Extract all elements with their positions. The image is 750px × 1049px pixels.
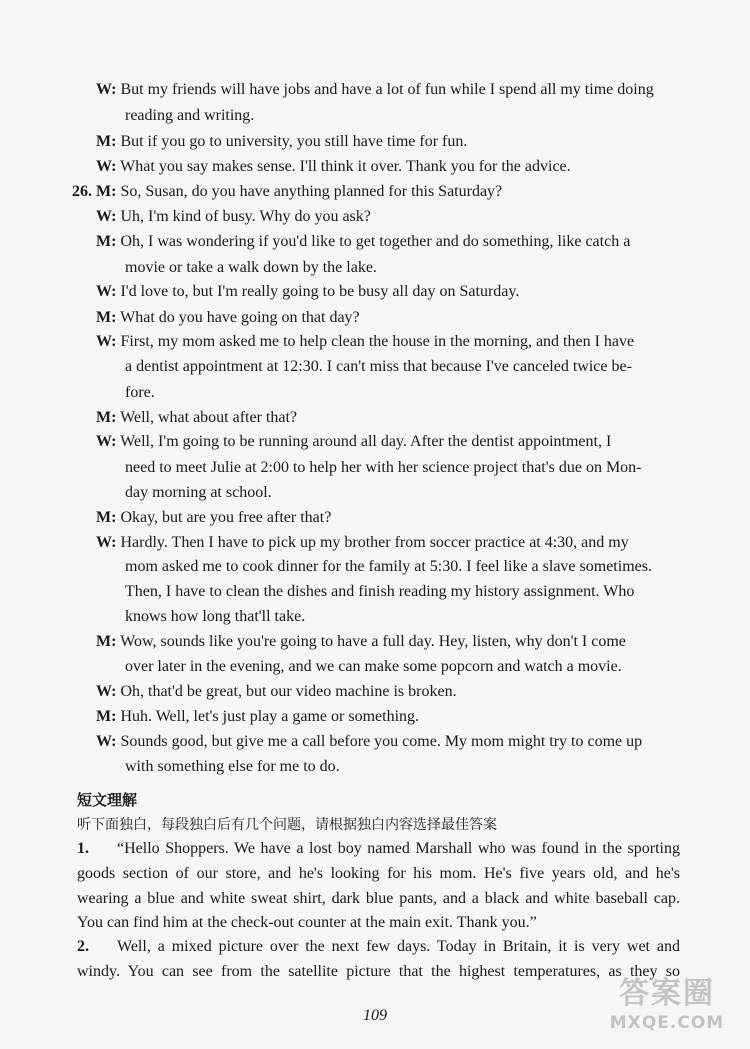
dialogue-text: First, my mom asked me to help clean the house in the morning, and then I have [120, 333, 635, 350]
dialogue-text: a dentist appointment at 12:30. I can't miss that because I've canceled twice be- [125, 358, 632, 375]
speaker-label: M: [96, 409, 117, 426]
speaker-label: W: [96, 333, 117, 350]
speaker-label: W: [96, 81, 117, 98]
dialogue-line [96, 707, 419, 727]
speaker-label: M: [96, 233, 117, 250]
dialogue-line [125, 582, 634, 602]
speaker-label: M: [96, 633, 117, 650]
dialogue-line [125, 657, 622, 677]
dialogue-text: Wow, sounds like you're going to have a full day. Hey, listen, why don't I come [120, 633, 626, 650]
section-heading: 短文理解 [77, 791, 138, 809]
speaker-label: W: [96, 283, 117, 300]
dialogue-text: over later in the evening, and we can make some popcorn and watch a movie. [125, 658, 622, 675]
dialogue-text: day morning at school. [125, 484, 272, 501]
dialogue-line [96, 432, 611, 452]
watermark-text-bottom: MXQE.COM [609, 1013, 725, 1033]
dialogue-line [72, 182, 502, 202]
dialogue-line [125, 607, 305, 627]
speaker-label: M: [96, 309, 117, 326]
dialogue-line [96, 533, 629, 553]
speaker-label: M: [96, 708, 117, 725]
speaker-label: W: [96, 534, 117, 551]
item-number: 26. [72, 183, 92, 200]
dialogue-line [96, 282, 519, 302]
dialogue-line [125, 483, 272, 503]
dialogue-text: need to meet Julie at 2:00 to help her with her science project that's due on Mon- [125, 459, 642, 476]
dialogue-text: Hardly. Then I have to pick up my brother from soccer practice at 4:30, and my [120, 534, 629, 551]
dialogue-line [96, 508, 331, 528]
page-number: 109 [363, 1007, 387, 1024]
dialogue-text: I'd love to, but I'm really going to be busy all day on Saturday. [120, 283, 520, 300]
dialogue-text: fore. [125, 384, 155, 401]
speaker-label: W: [96, 158, 117, 175]
dialogue-line [96, 408, 297, 428]
passage-line: You can find him at the check-out counter at the main exit. Thank you.” [77, 914, 537, 931]
dialogue-text: So, Susan, do you have anything planned for this Saturday? [120, 183, 503, 200]
dialogue-text: But if you go to university, you still have time for fun. [120, 133, 468, 150]
dialogue-line [125, 106, 254, 126]
dialogue-line [125, 557, 652, 577]
dialogue-line [96, 207, 371, 227]
speaker-label: W: [96, 208, 117, 225]
dialogue-line [96, 308, 360, 328]
passage-text: “Hello Shoppers. We have a lost boy named Marshall who was found in the sporting [117, 840, 680, 857]
speaker-label: M: [96, 509, 117, 526]
passage-text: Well, a mixed picture over the next few days. Today in Britain, it is very wet and [117, 938, 680, 955]
speaker-label: M: [96, 183, 117, 200]
dialogue-line [96, 80, 654, 100]
dialogue-text: Huh. Well, let's just play a game or something. [120, 708, 420, 725]
dialogue-line [125, 383, 155, 403]
passage-number: 1. [77, 840, 89, 857]
speaker-label: W: [96, 433, 117, 450]
dialogue-text: What do you have going on that day? [120, 309, 360, 326]
dialogue-line [96, 132, 467, 152]
dialogue-text: Okay, but are you free after that? [120, 509, 332, 526]
dialogue-line [125, 357, 632, 377]
dialogue-text: But my friends will have jobs and have a lot of fun while I spend all my time doing [120, 81, 654, 98]
dialogue-text: Oh, I was wondering if you'd like to get together and do something, like catch a [120, 233, 631, 250]
watermark-logo [592, 976, 742, 1044]
dialogue-line [96, 732, 642, 752]
dialogue-text: mom asked me to cook dinner for the family at 5:30. I feel like a slave sometimes. [125, 558, 652, 575]
speaker-label: W: [96, 683, 117, 700]
dialogue-line [125, 458, 642, 478]
dialogue-line [96, 232, 630, 252]
dialogue-text: Then, I have to clean the dishes and finish reading my history assignment. Who [125, 583, 635, 600]
dialogue-text: Sounds good, but give me a call before you come. My mom might try to come up [120, 733, 643, 750]
speaker-label: W: [96, 733, 117, 750]
dialogue-text: Uh, I'm kind of busy. Why do you ask? [120, 208, 371, 225]
dialogue-line [96, 682, 457, 702]
dialogue-text: reading and writing. [125, 107, 255, 124]
dialogue-text: Oh, that'd be great, but our video machine is broken. [120, 683, 457, 700]
dialogue-text: Well, what about after that? [120, 409, 298, 426]
dialogue-line [125, 757, 340, 777]
dialogue-line [96, 332, 634, 352]
passage-line: wearing a blue and white sweat shirt, dark blue pants, and a black and white baseball cap. [77, 890, 680, 907]
section-instruction: 听下面独白，每段独白后有几个问题，请根据独白内容选择最佳答案 [77, 817, 497, 833]
passage-line: windy. You can see from the satellite picture that the highest temperatures, as they so [77, 963, 680, 980]
dialogue-line [96, 632, 626, 652]
dialogue-text: knows how long that'll take. [125, 608, 306, 625]
passage-line [77, 839, 680, 859]
dialogue-text: What you say makes sense. I'll think it over. Thank you for the advice. [120, 158, 571, 175]
dialogue-text: Well, I'm going to be running around all day. After the dentist appointment, I [120, 433, 612, 450]
dialogue-text: with something else for me to do. [125, 758, 340, 775]
speaker-label: M: [96, 133, 117, 150]
dialogue-line [125, 258, 377, 278]
passage-line [77, 937, 680, 957]
passage-line: goods section of our store, and he's looking for his mom. He's five years old, and he's [77, 865, 680, 882]
passage-number: 2. [77, 938, 89, 955]
dialogue-text: movie or take a walk down by the lake. [125, 259, 377, 276]
dialogue-line [96, 157, 571, 177]
watermark-text-top: 答案圈 [619, 976, 715, 1011]
